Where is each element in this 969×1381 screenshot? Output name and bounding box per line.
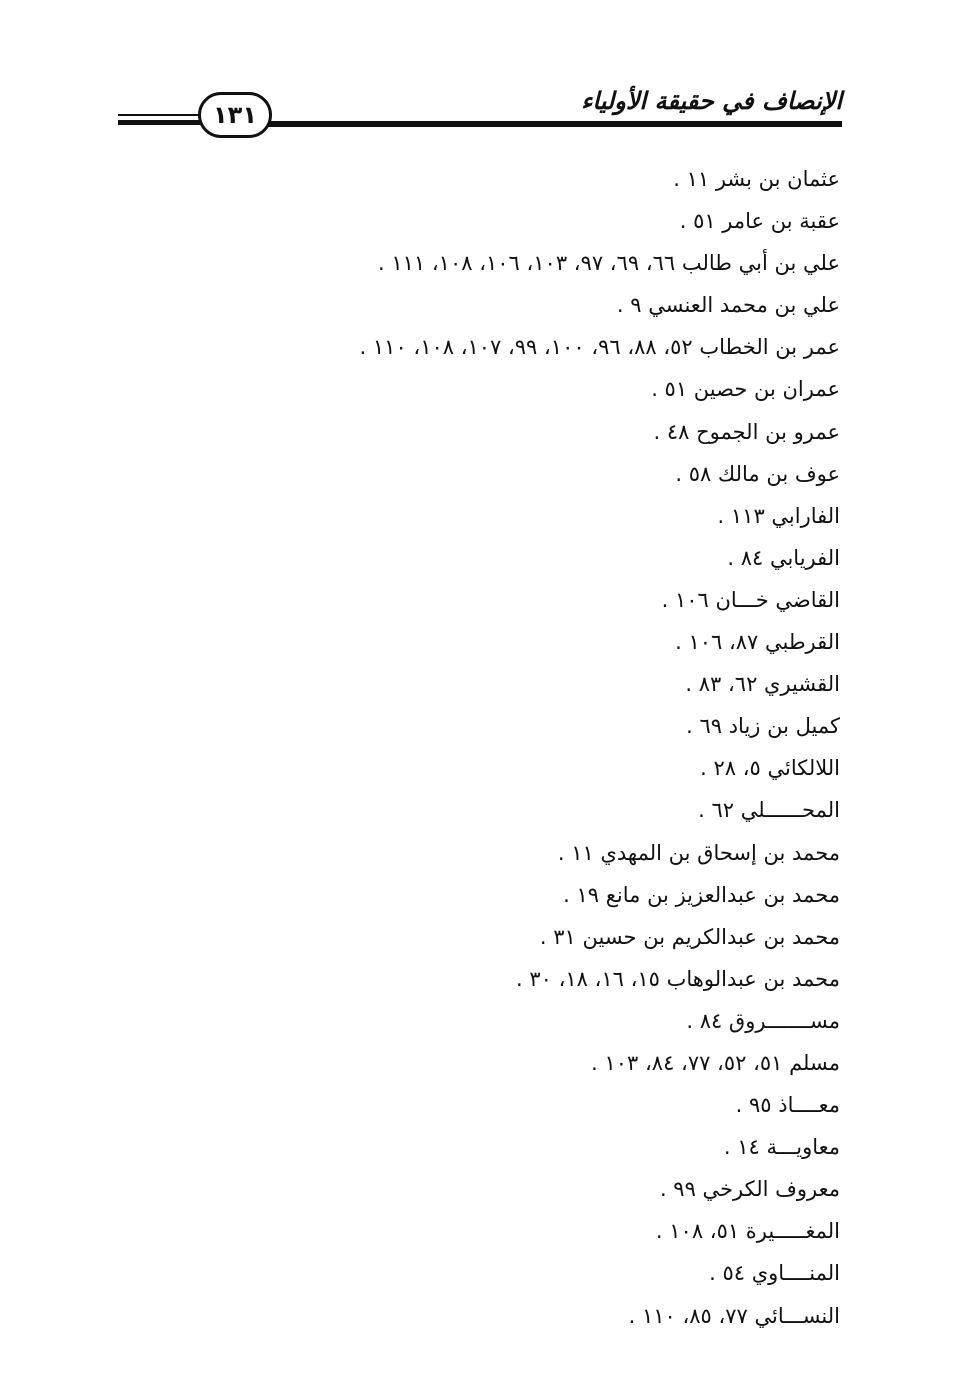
index-entry: القشيري ٦٢، ٨٣ . bbox=[685, 672, 840, 697]
index-entry: علي بن أبي طالب ٦٦، ٦٩، ٩٧، ١٠٣، ١٠٦، ١٠٨، ١١١ . bbox=[378, 251, 840, 276]
index-entry: كميل بن زياد ٦٩ . bbox=[686, 714, 840, 739]
running-title: الإنصاف في حقيقة الأولياء bbox=[581, 86, 842, 115]
index-entry: القاضي خـــان ١٠٦ . bbox=[661, 587, 840, 612]
index-entry: الفارابي ١١٣ . bbox=[717, 503, 840, 528]
index-entry: محمد بن عبدالكريم بن حسين ٣١ . bbox=[539, 924, 840, 949]
index-entry: القرطبي ٨٧، ١٠٦ . bbox=[675, 630, 840, 655]
index-entry: عوف بن مالك ٥٨ . bbox=[675, 461, 840, 486]
index-entry: محمد بن عبدالعزيز بن مانع ١٩ . bbox=[563, 882, 840, 907]
index-entry: المحــــــلي ٦٢ . bbox=[698, 798, 840, 823]
index-entry: الفريابي ٨٤ . bbox=[727, 545, 840, 570]
index-entry: معــــاذ ٩٥ . bbox=[735, 1093, 840, 1118]
index-entry: محمد بن إسحاق بن المهدي ١١ . bbox=[557, 840, 840, 865]
index-entry: عمرو بن الجموح ٤٨ . bbox=[653, 419, 840, 444]
index-list bbox=[200, 158, 840, 1337]
index-entry: علي بن محمد العنسي ٩ . bbox=[616, 293, 840, 318]
page-header bbox=[118, 78, 842, 138]
header-rule bbox=[268, 121, 842, 127]
index-entry: المنــــاوي ٥٤ . bbox=[709, 1261, 840, 1286]
index-entry: معاويـــة ١٤ . bbox=[723, 1135, 840, 1160]
index-entry: المغـــــيرة ٥١، ١٠٨ . bbox=[655, 1219, 840, 1244]
page-number: ١٣١ bbox=[198, 92, 272, 138]
index-entry: مسلم ٥١، ٥٢، ٧٧، ٨٤، ١٠٣ . bbox=[591, 1050, 840, 1075]
index-entry: محمد بن عبدالوهاب ١٥، ١٦، ١٨، ٣٠ . bbox=[515, 966, 840, 991]
index-entry: معروف الكرخي ٩٩ . bbox=[659, 1177, 840, 1202]
index-entry: اللالكائي ٥، ٢٨ . bbox=[700, 756, 840, 781]
header-rule-left bbox=[118, 114, 203, 125]
index-entry: مســـــــروق ٨٤ . bbox=[686, 1008, 840, 1033]
index-entry: عمران بن حصين ٥١ . bbox=[651, 377, 840, 402]
index-entry: عقبة بن عامر ٥١ . bbox=[679, 209, 840, 234]
index-entry: عمر بن الخطاب ٥٢، ٨٨، ٩٦، ١٠٠، ٩٩، ١٠٧، ١٠٨، ١١٠ . bbox=[359, 335, 840, 360]
index-entry: عثمان بن بشر ١١ . bbox=[673, 167, 840, 191]
index-entry: النســـائي ٧٧، ٨٥، ١١٠ . bbox=[628, 1303, 840, 1328]
